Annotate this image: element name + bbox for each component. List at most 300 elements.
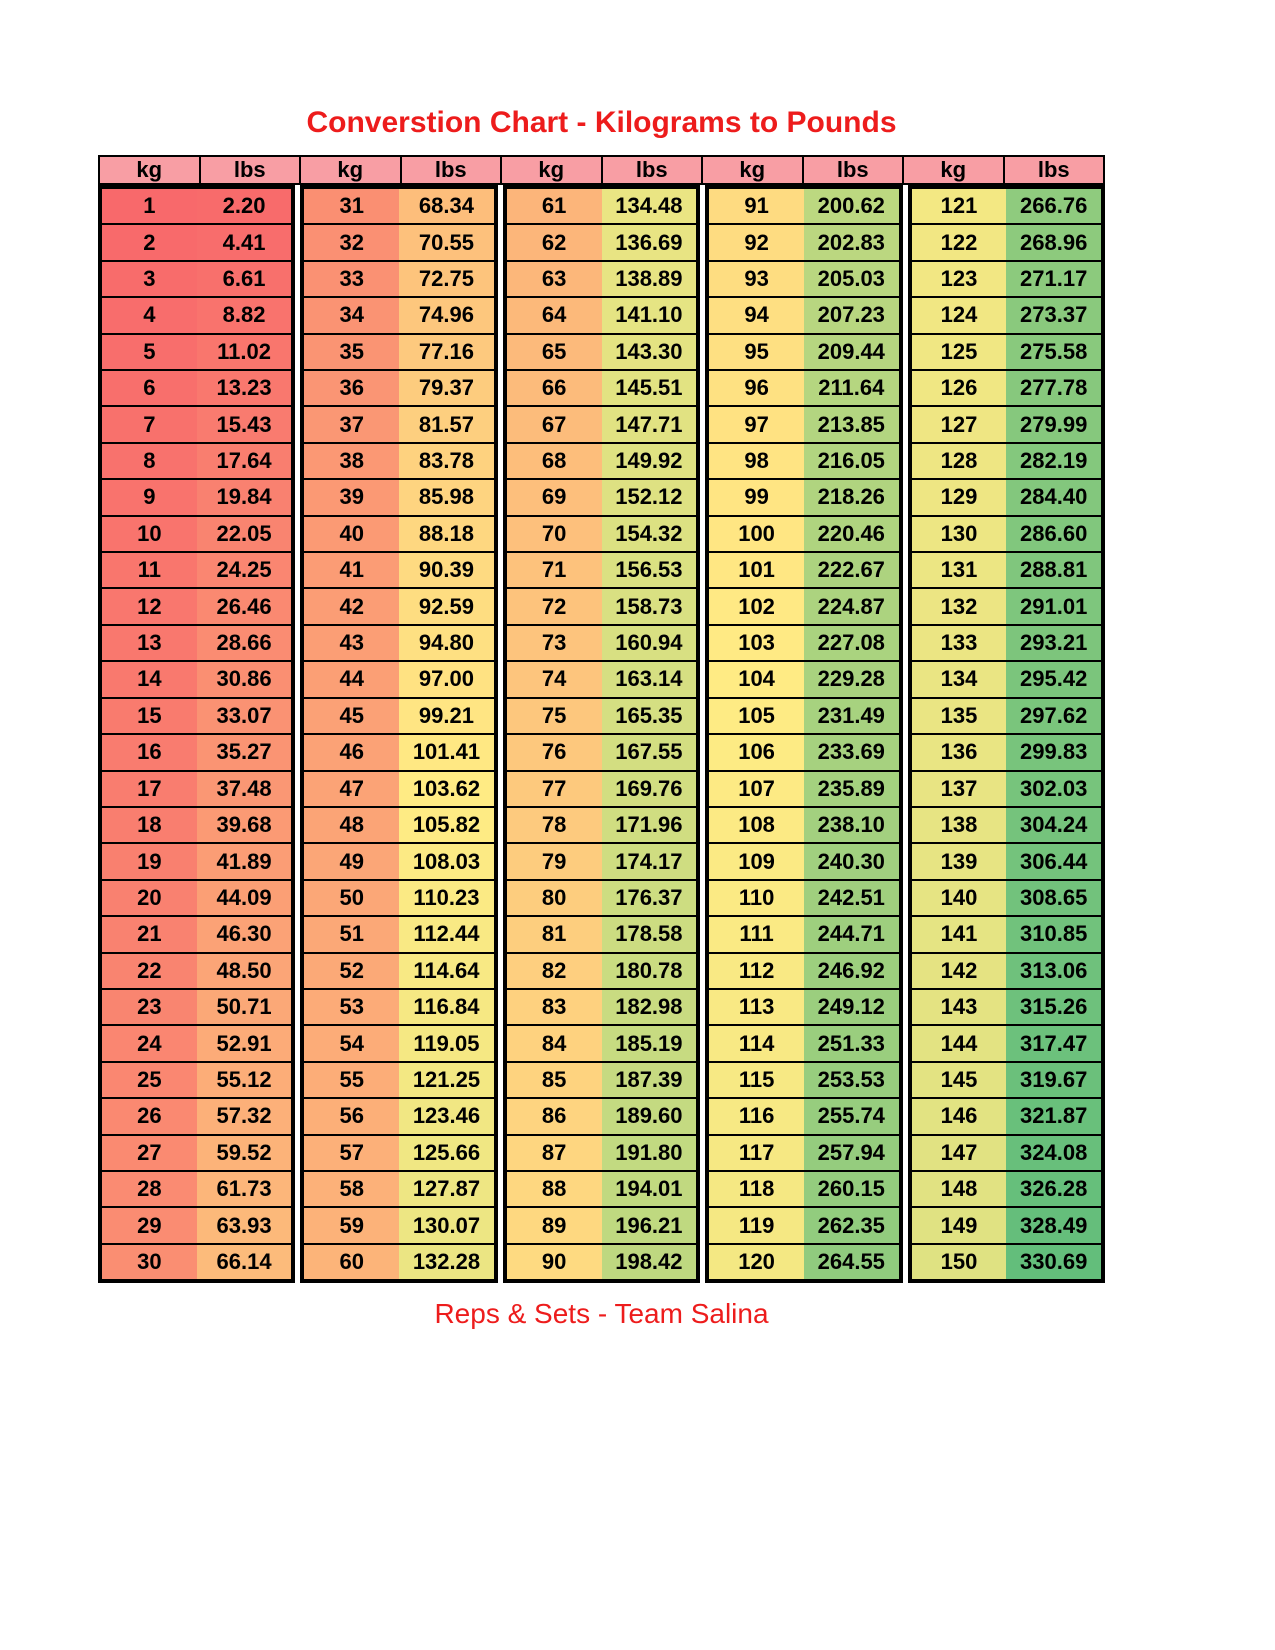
kg-cell: 124 bbox=[912, 298, 1007, 332]
table-row bbox=[912, 844, 1101, 880]
lbs-cell: 249.12 bbox=[804, 990, 899, 1024]
kg-cell: 60 bbox=[304, 1245, 399, 1279]
lbs-cell: 268.96 bbox=[1006, 225, 1101, 259]
table-row bbox=[102, 735, 291, 771]
kg-cell: 105 bbox=[709, 699, 804, 733]
kg-cell: 41 bbox=[304, 553, 399, 587]
table-row bbox=[912, 298, 1101, 334]
table-row bbox=[912, 262, 1101, 298]
table-row bbox=[507, 844, 696, 880]
kg-cell: 28 bbox=[102, 1172, 197, 1206]
kg-cell: 101 bbox=[709, 553, 804, 587]
table-row bbox=[912, 699, 1101, 735]
kg-cell: 92 bbox=[709, 225, 804, 259]
lbs-cell: 83.78 bbox=[399, 444, 494, 478]
table-row bbox=[304, 1136, 493, 1172]
table-row bbox=[709, 699, 898, 735]
kg-cell: 23 bbox=[102, 990, 197, 1024]
table-row bbox=[507, 772, 696, 808]
lbs-cell: 216.05 bbox=[804, 444, 899, 478]
lbs-cell: 257.94 bbox=[804, 1136, 899, 1170]
table-row bbox=[304, 262, 493, 298]
lbs-cell: 313.06 bbox=[1006, 954, 1101, 988]
kg-cell: 130 bbox=[912, 517, 1007, 551]
table-row bbox=[709, 954, 898, 990]
lbs-cell: 19.84 bbox=[197, 480, 292, 514]
kg-cell: 111 bbox=[709, 917, 804, 951]
lbs-cell: 202.83 bbox=[804, 225, 899, 259]
lbs-cell: 17.64 bbox=[197, 444, 292, 478]
lbs-cell: 121.25 bbox=[399, 1063, 494, 1097]
lbs-cell: 242.51 bbox=[804, 881, 899, 915]
kg-cell: 34 bbox=[304, 298, 399, 332]
kg-cell: 139 bbox=[912, 844, 1007, 878]
lbs-cell: 68.34 bbox=[399, 189, 494, 223]
lbs-cell: 112.44 bbox=[399, 917, 494, 951]
table-row bbox=[304, 553, 493, 589]
table-row bbox=[102, 407, 291, 443]
table-group bbox=[705, 185, 902, 1283]
kg-cell: 79 bbox=[507, 844, 602, 878]
lbs-cell: 229.28 bbox=[804, 662, 899, 696]
lbs-cell: 171.96 bbox=[602, 808, 697, 842]
table-row bbox=[507, 407, 696, 443]
table-group bbox=[503, 185, 700, 1283]
lbs-cell: 255.74 bbox=[804, 1099, 899, 1133]
table-row bbox=[304, 444, 493, 480]
lbs-cell: 11.02 bbox=[197, 335, 292, 369]
lbs-cell: 227.08 bbox=[804, 626, 899, 660]
kg-cell: 30 bbox=[102, 1245, 197, 1279]
kg-cell: 39 bbox=[304, 480, 399, 514]
lbs-cell: 50.71 bbox=[197, 990, 292, 1024]
lbs-cell: 180.78 bbox=[602, 954, 697, 988]
table-row bbox=[507, 1026, 696, 1062]
lbs-cell: 273.37 bbox=[1006, 298, 1101, 332]
table-row bbox=[709, 517, 898, 553]
kg-cell: 150 bbox=[912, 1245, 1007, 1279]
lbs-cell: 39.68 bbox=[197, 808, 292, 842]
kg-cell: 35 bbox=[304, 335, 399, 369]
lbs-cell: 304.24 bbox=[1006, 808, 1101, 842]
kg-cell: 93 bbox=[709, 262, 804, 296]
lbs-cell: 209.44 bbox=[804, 335, 899, 369]
lbs-cell: 231.49 bbox=[804, 699, 899, 733]
kg-cell: 99 bbox=[709, 480, 804, 514]
header-lbs: lbs bbox=[804, 157, 905, 183]
table-row bbox=[912, 480, 1101, 516]
lbs-cell: 33.07 bbox=[197, 699, 292, 733]
table-row bbox=[912, 189, 1101, 225]
table-row bbox=[102, 1136, 291, 1172]
lbs-cell: 141.10 bbox=[602, 298, 697, 332]
lbs-cell: 57.32 bbox=[197, 1099, 292, 1133]
kg-cell: 57 bbox=[304, 1136, 399, 1170]
lbs-cell: 176.37 bbox=[602, 881, 697, 915]
kg-cell: 19 bbox=[102, 844, 197, 878]
lbs-cell: 306.44 bbox=[1006, 844, 1101, 878]
lbs-cell: 246.92 bbox=[804, 954, 899, 988]
table-row bbox=[102, 553, 291, 589]
kg-cell: 121 bbox=[912, 189, 1007, 223]
kg-cell: 20 bbox=[102, 881, 197, 915]
kg-cell: 123 bbox=[912, 262, 1007, 296]
table-row bbox=[304, 1208, 493, 1244]
lbs-cell: 233.69 bbox=[804, 735, 899, 769]
lbs-cell: 187.39 bbox=[602, 1063, 697, 1097]
table-row bbox=[507, 553, 696, 589]
table-row bbox=[912, 1026, 1101, 1062]
lbs-cell: 154.32 bbox=[602, 517, 697, 551]
kg-cell: 5 bbox=[102, 335, 197, 369]
lbs-cell: 145.51 bbox=[602, 371, 697, 405]
header-kg: kg bbox=[301, 157, 402, 183]
kg-cell: 117 bbox=[709, 1136, 804, 1170]
kg-cell: 42 bbox=[304, 589, 399, 623]
kg-cell: 31 bbox=[304, 189, 399, 223]
kg-cell: 13 bbox=[102, 626, 197, 660]
table-row bbox=[709, 1136, 898, 1172]
lbs-cell: 44.09 bbox=[197, 881, 292, 915]
table-row bbox=[709, 553, 898, 589]
table-row bbox=[102, 954, 291, 990]
table-row bbox=[507, 371, 696, 407]
kg-cell: 45 bbox=[304, 699, 399, 733]
kg-cell: 114 bbox=[709, 1026, 804, 1060]
kg-cell: 25 bbox=[102, 1063, 197, 1097]
kg-cell: 115 bbox=[709, 1063, 804, 1097]
lbs-cell: 123.46 bbox=[399, 1099, 494, 1133]
kg-cell: 98 bbox=[709, 444, 804, 478]
table-row bbox=[507, 480, 696, 516]
lbs-cell: 134.48 bbox=[602, 189, 697, 223]
table-row bbox=[507, 626, 696, 662]
table-row bbox=[304, 517, 493, 553]
kg-cell: 119 bbox=[709, 1208, 804, 1242]
header-kg: kg bbox=[502, 157, 603, 183]
kg-cell: 55 bbox=[304, 1063, 399, 1097]
lbs-cell: 330.69 bbox=[1006, 1245, 1101, 1279]
kg-cell: 145 bbox=[912, 1063, 1007, 1097]
kg-cell: 87 bbox=[507, 1136, 602, 1170]
table-row bbox=[102, 225, 291, 261]
table-row bbox=[304, 589, 493, 625]
header-kg: kg bbox=[100, 157, 201, 183]
lbs-cell: 63.93 bbox=[197, 1208, 292, 1242]
kg-cell: 76 bbox=[507, 735, 602, 769]
table-row bbox=[912, 772, 1101, 808]
table-row bbox=[709, 1245, 898, 1279]
lbs-cell: 277.78 bbox=[1006, 371, 1101, 405]
kg-cell: 104 bbox=[709, 662, 804, 696]
table-row bbox=[912, 589, 1101, 625]
kg-cell: 103 bbox=[709, 626, 804, 660]
kg-cell: 75 bbox=[507, 699, 602, 733]
lbs-cell: 182.98 bbox=[602, 990, 697, 1024]
kg-cell: 65 bbox=[507, 335, 602, 369]
table-row bbox=[304, 1026, 493, 1062]
lbs-cell: 260.15 bbox=[804, 1172, 899, 1206]
table-row bbox=[507, 589, 696, 625]
lbs-cell: 136.69 bbox=[602, 225, 697, 259]
table-row bbox=[507, 662, 696, 698]
lbs-cell: 2.20 bbox=[197, 189, 292, 223]
page-title: Converstion Chart - Kilograms to Pounds bbox=[306, 106, 897, 139]
lbs-cell: 319.67 bbox=[1006, 1063, 1101, 1097]
table-row bbox=[304, 881, 493, 917]
kg-cell: 141 bbox=[912, 917, 1007, 951]
table-row bbox=[102, 1172, 291, 1208]
table-row bbox=[507, 954, 696, 990]
kg-cell: 129 bbox=[912, 480, 1007, 514]
kg-cell: 147 bbox=[912, 1136, 1007, 1170]
table-row bbox=[507, 517, 696, 553]
kg-cell: 38 bbox=[304, 444, 399, 478]
lbs-cell: 70.55 bbox=[399, 225, 494, 259]
lbs-cell: 24.25 bbox=[197, 553, 292, 587]
table-row bbox=[912, 1172, 1101, 1208]
table-row bbox=[102, 699, 291, 735]
lbs-cell: 271.17 bbox=[1006, 262, 1101, 296]
kg-cell: 81 bbox=[507, 917, 602, 951]
lbs-cell: 293.21 bbox=[1006, 626, 1101, 660]
lbs-cell: 222.67 bbox=[804, 553, 899, 587]
lbs-cell: 218.26 bbox=[804, 480, 899, 514]
table-row bbox=[304, 298, 493, 334]
table-row bbox=[304, 990, 493, 1026]
lbs-cell: 291.01 bbox=[1006, 589, 1101, 623]
kg-cell: 11 bbox=[102, 553, 197, 587]
kg-cell: 21 bbox=[102, 917, 197, 951]
kg-cell: 95 bbox=[709, 335, 804, 369]
lbs-cell: 158.73 bbox=[602, 589, 697, 623]
table-row bbox=[304, 735, 493, 771]
kg-cell: 127 bbox=[912, 407, 1007, 441]
table-row bbox=[709, 298, 898, 334]
kg-cell: 82 bbox=[507, 954, 602, 988]
lbs-cell: 114.64 bbox=[399, 954, 494, 988]
lbs-cell: 105.82 bbox=[399, 808, 494, 842]
table-row bbox=[912, 444, 1101, 480]
table-group bbox=[300, 185, 497, 1283]
lbs-cell: 185.19 bbox=[602, 1026, 697, 1060]
table-row bbox=[912, 1136, 1101, 1172]
header-row bbox=[98, 155, 1105, 185]
table-row bbox=[102, 589, 291, 625]
lbs-cell: 26.46 bbox=[197, 589, 292, 623]
table-row bbox=[304, 772, 493, 808]
lbs-cell: 143.30 bbox=[602, 335, 697, 369]
table-row bbox=[912, 553, 1101, 589]
table-row bbox=[304, 480, 493, 516]
table-row bbox=[709, 1063, 898, 1099]
kg-cell: 144 bbox=[912, 1026, 1007, 1060]
data-area bbox=[98, 185, 1105, 1283]
kg-cell: 61 bbox=[507, 189, 602, 223]
lbs-cell: 275.58 bbox=[1006, 335, 1101, 369]
table-row bbox=[304, 954, 493, 990]
kg-cell: 128 bbox=[912, 444, 1007, 478]
header-lbs: lbs bbox=[1005, 157, 1104, 183]
kg-cell: 133 bbox=[912, 626, 1007, 660]
lbs-cell: 211.64 bbox=[804, 371, 899, 405]
lbs-cell: 253.53 bbox=[804, 1063, 899, 1097]
lbs-cell: 189.60 bbox=[602, 1099, 697, 1133]
table-row bbox=[507, 1099, 696, 1135]
kg-cell: 54 bbox=[304, 1026, 399, 1060]
kg-cell: 109 bbox=[709, 844, 804, 878]
lbs-cell: 196.21 bbox=[602, 1208, 697, 1242]
lbs-cell: 317.47 bbox=[1006, 1026, 1101, 1060]
lbs-cell: 125.66 bbox=[399, 1136, 494, 1170]
kg-cell: 32 bbox=[304, 225, 399, 259]
lbs-cell: 169.76 bbox=[602, 772, 697, 806]
kg-cell: 107 bbox=[709, 772, 804, 806]
table-row bbox=[507, 189, 696, 225]
kg-cell: 49 bbox=[304, 844, 399, 878]
kg-cell: 43 bbox=[304, 626, 399, 660]
kg-cell: 116 bbox=[709, 1099, 804, 1133]
lbs-cell: 324.08 bbox=[1006, 1136, 1101, 1170]
kg-cell: 52 bbox=[304, 954, 399, 988]
lbs-cell: 127.87 bbox=[399, 1172, 494, 1206]
header-lbs: lbs bbox=[603, 157, 704, 183]
lbs-cell: 119.05 bbox=[399, 1026, 494, 1060]
lbs-cell: 41.89 bbox=[197, 844, 292, 878]
lbs-cell: 85.98 bbox=[399, 480, 494, 514]
header-lbs: lbs bbox=[402, 157, 503, 183]
table-row bbox=[912, 407, 1101, 443]
table-row bbox=[709, 735, 898, 771]
lbs-cell: 178.58 bbox=[602, 917, 697, 951]
kg-cell: 70 bbox=[507, 517, 602, 551]
lbs-cell: 81.57 bbox=[399, 407, 494, 441]
kg-cell: 1 bbox=[102, 189, 197, 223]
kg-cell: 68 bbox=[507, 444, 602, 478]
table-row bbox=[912, 371, 1101, 407]
kg-cell: 24 bbox=[102, 1026, 197, 1060]
conversion-table bbox=[98, 155, 1105, 1283]
kg-cell: 146 bbox=[912, 1099, 1007, 1133]
table-row bbox=[912, 954, 1101, 990]
kg-cell: 77 bbox=[507, 772, 602, 806]
table-row bbox=[304, 335, 493, 371]
lbs-cell: 284.40 bbox=[1006, 480, 1101, 514]
table-row bbox=[507, 1063, 696, 1099]
kg-cell: 7 bbox=[102, 407, 197, 441]
table-row bbox=[912, 225, 1101, 261]
table-row bbox=[304, 225, 493, 261]
table-row bbox=[102, 262, 291, 298]
kg-cell: 91 bbox=[709, 189, 804, 223]
lbs-cell: 262.35 bbox=[804, 1208, 899, 1242]
kg-cell: 9 bbox=[102, 480, 197, 514]
table-row bbox=[102, 1063, 291, 1099]
table-row bbox=[507, 1172, 696, 1208]
table-row bbox=[709, 990, 898, 1026]
kg-cell: 69 bbox=[507, 480, 602, 514]
table-row bbox=[102, 335, 291, 371]
lbs-cell: 13.23 bbox=[197, 371, 292, 405]
table-row bbox=[912, 808, 1101, 844]
table-row bbox=[102, 917, 291, 953]
lbs-cell: 8.82 bbox=[197, 298, 292, 332]
table-row bbox=[709, 262, 898, 298]
table-row bbox=[507, 335, 696, 371]
kg-cell: 96 bbox=[709, 371, 804, 405]
kg-cell: 89 bbox=[507, 1208, 602, 1242]
table-row bbox=[304, 844, 493, 880]
kg-cell: 80 bbox=[507, 881, 602, 915]
kg-cell: 148 bbox=[912, 1172, 1007, 1206]
table-row bbox=[102, 1208, 291, 1244]
table-row bbox=[912, 917, 1101, 953]
lbs-cell: 30.86 bbox=[197, 662, 292, 696]
lbs-cell: 46.30 bbox=[197, 917, 292, 951]
lbs-cell: 299.83 bbox=[1006, 735, 1101, 769]
kg-cell: 27 bbox=[102, 1136, 197, 1170]
kg-cell: 113 bbox=[709, 990, 804, 1024]
lbs-cell: 6.61 bbox=[197, 262, 292, 296]
table-row bbox=[102, 189, 291, 225]
table-row bbox=[304, 189, 493, 225]
kg-cell: 134 bbox=[912, 662, 1007, 696]
table-row bbox=[912, 1063, 1101, 1099]
kg-cell: 56 bbox=[304, 1099, 399, 1133]
kg-cell: 47 bbox=[304, 772, 399, 806]
table-row bbox=[102, 1026, 291, 1062]
kg-cell: 16 bbox=[102, 735, 197, 769]
kg-cell: 97 bbox=[709, 407, 804, 441]
lbs-cell: 108.03 bbox=[399, 844, 494, 878]
kg-cell: 135 bbox=[912, 699, 1007, 733]
lbs-cell: 149.92 bbox=[602, 444, 697, 478]
lbs-cell: 251.33 bbox=[804, 1026, 899, 1060]
lbs-cell: 207.23 bbox=[804, 298, 899, 332]
kg-cell: 118 bbox=[709, 1172, 804, 1206]
lbs-cell: 156.53 bbox=[602, 553, 697, 587]
kg-cell: 100 bbox=[709, 517, 804, 551]
table-row bbox=[709, 844, 898, 880]
table-row bbox=[102, 772, 291, 808]
lbs-cell: 103.62 bbox=[399, 772, 494, 806]
kg-cell: 17 bbox=[102, 772, 197, 806]
lbs-cell: 52.91 bbox=[197, 1026, 292, 1060]
kg-cell: 78 bbox=[507, 808, 602, 842]
kg-cell: 66 bbox=[507, 371, 602, 405]
table-row bbox=[102, 444, 291, 480]
kg-cell: 50 bbox=[304, 881, 399, 915]
table-row bbox=[304, 371, 493, 407]
kg-cell: 62 bbox=[507, 225, 602, 259]
kg-cell: 6 bbox=[102, 371, 197, 405]
lbs-cell: 191.80 bbox=[602, 1136, 697, 1170]
kg-cell: 40 bbox=[304, 517, 399, 551]
table-row bbox=[304, 917, 493, 953]
table-row bbox=[709, 1026, 898, 1062]
kg-cell: 37 bbox=[304, 407, 399, 441]
table-row bbox=[912, 881, 1101, 917]
lbs-cell: 55.12 bbox=[197, 1063, 292, 1097]
table-row bbox=[709, 189, 898, 225]
lbs-cell: 72.75 bbox=[399, 262, 494, 296]
kg-cell: 51 bbox=[304, 917, 399, 951]
kg-cell: 137 bbox=[912, 772, 1007, 806]
table-row bbox=[709, 1208, 898, 1244]
table-row bbox=[709, 808, 898, 844]
table-row bbox=[709, 917, 898, 953]
lbs-cell: 315.26 bbox=[1006, 990, 1101, 1024]
